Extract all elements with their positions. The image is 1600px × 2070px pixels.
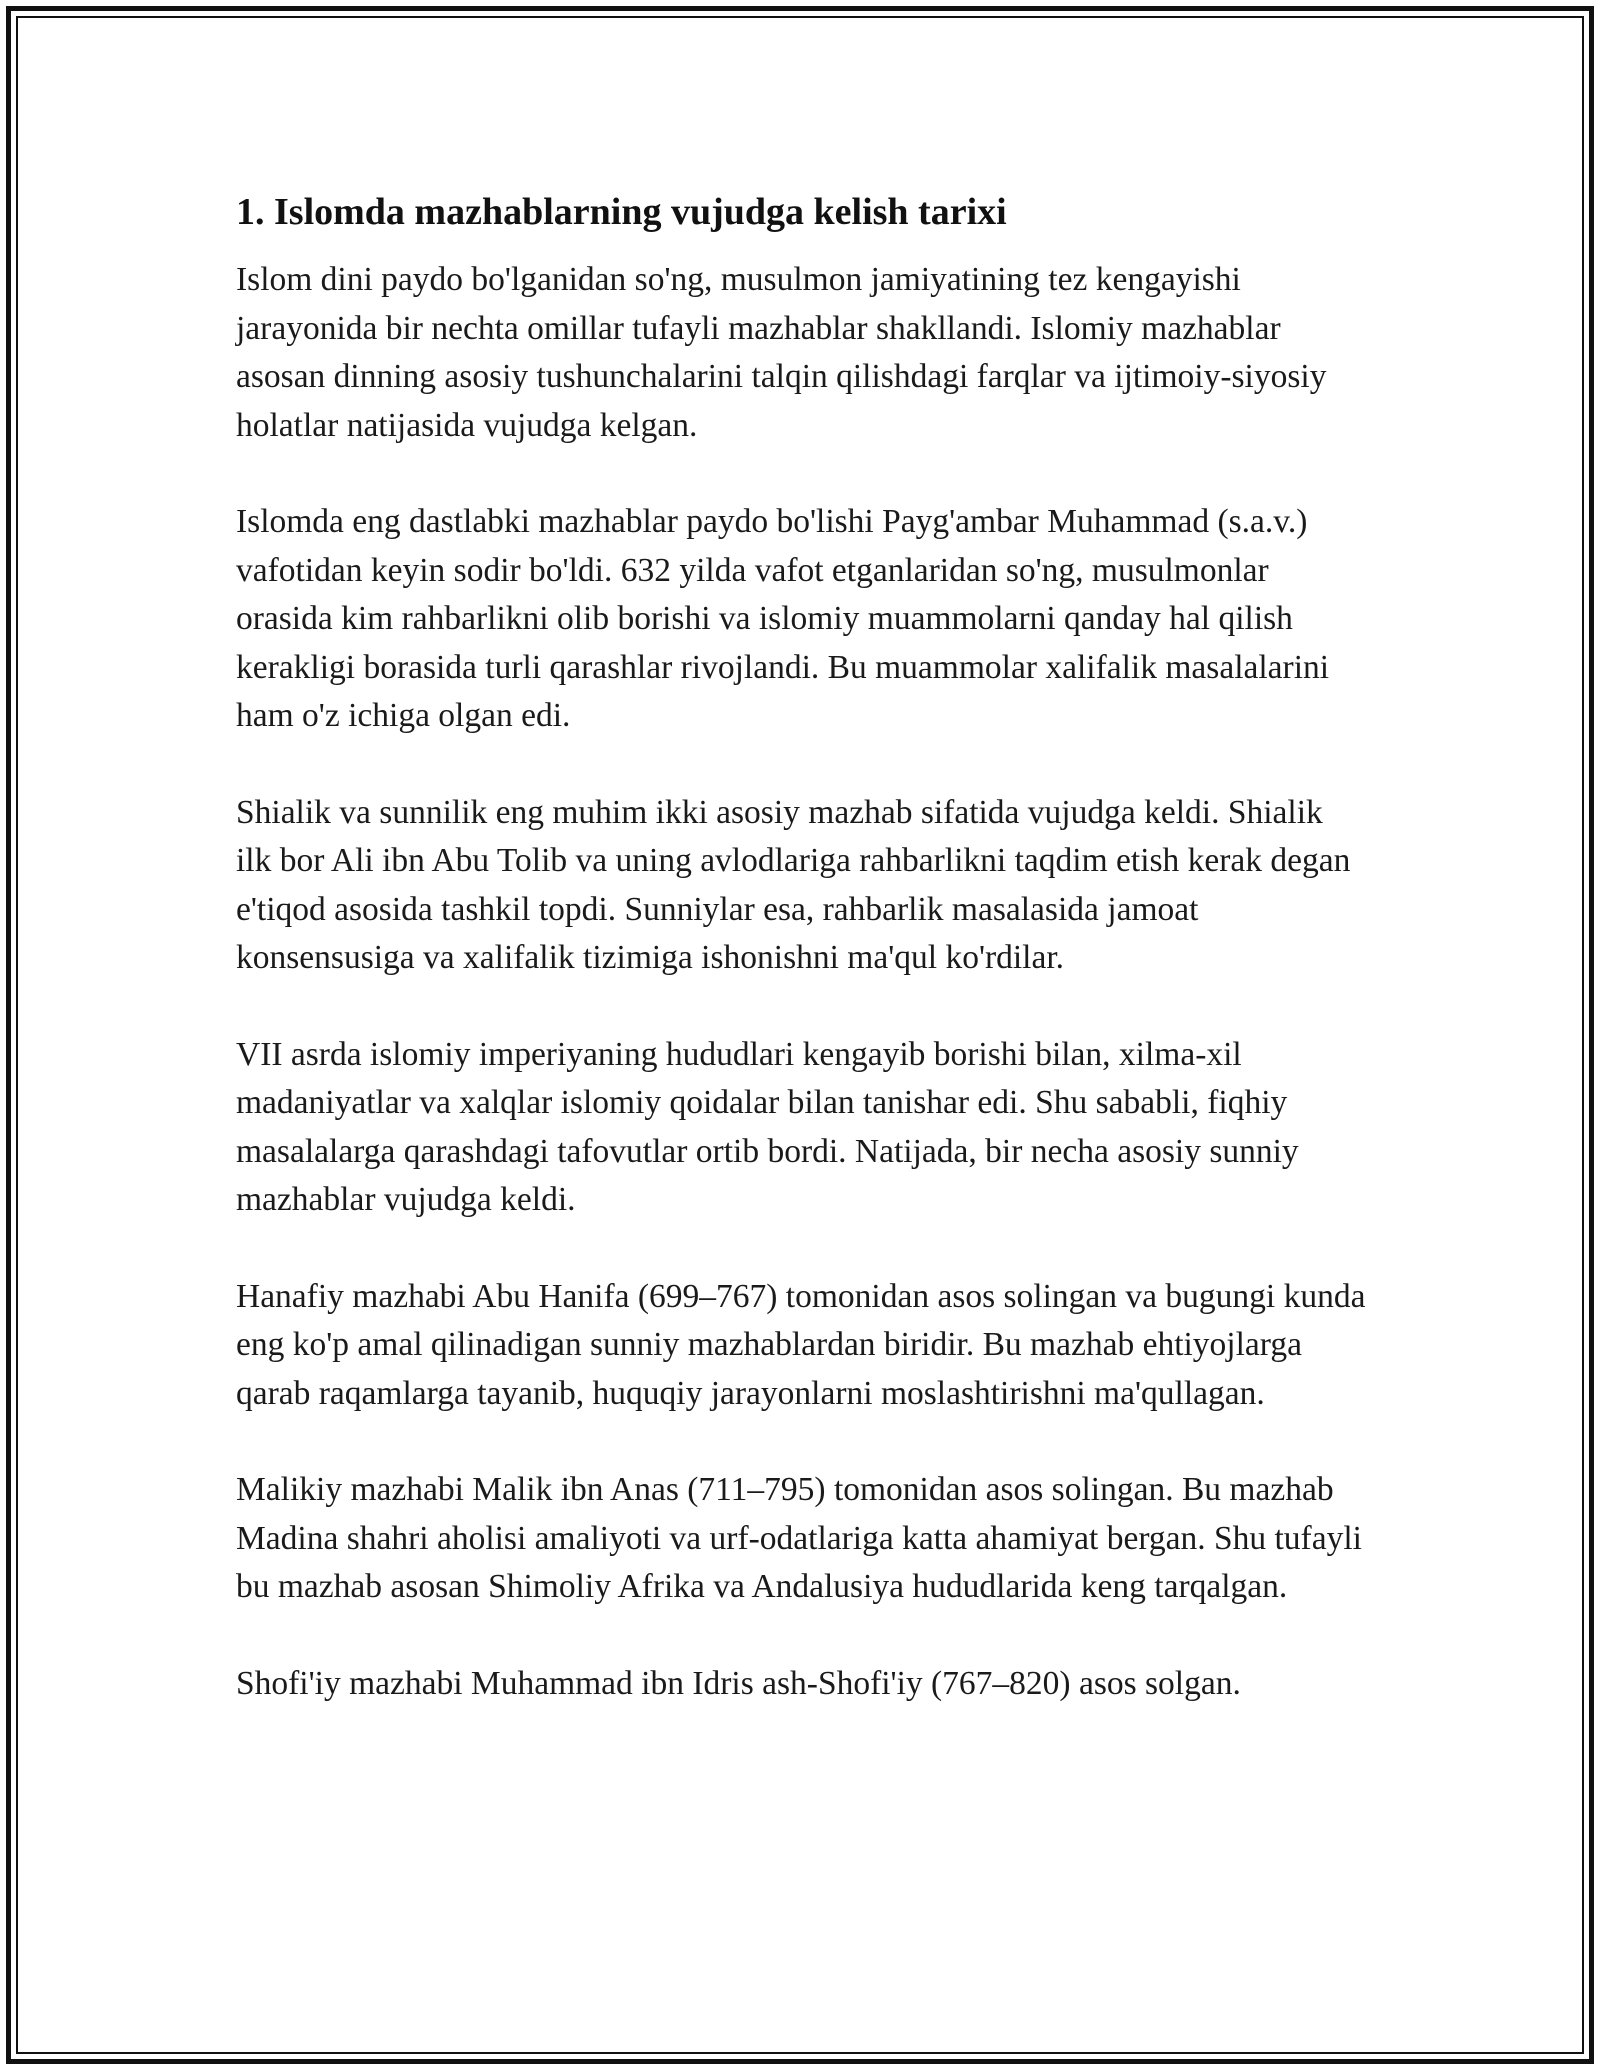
paragraph-1: Islom dini paydo bo'lganidan so'ng, musulmon jamiyatining tez kengayishi jarayonida bir nechta omillar tufayli mazhablar shakllandi. Islomiy mazhablar asosan dinning asosiy tushunchalarini talqin qilishdagi farqlar va ijtimoiy-siyosiy holatlar natijasida vujudga kelgan.: [236, 261, 1327, 444]
paragraph-3: Shialik va sunnilik eng muhim ikki asosiy mazhab sifatida vujudga keldi. Shialik ilk bor Ali ibn Abu Tolib va uning avlodlariga rahbarlikni taqdim etish kerak degan e'tiqod asosida tashkil topdi. Sunniylar esa, rahbarlik masalasida jamoat konsensusiga va xalifalik tizimiga ishonishni ma'qul ko'rdilar.: [236, 793, 1351, 976]
section-title: 1. Islomda mazhablarning vujudga kelish tarixi: [236, 191, 1007, 233]
paragraph-7: Shofi'iy mazhabi Muhammad ibn Idris ash-Shofi'iy (767–820) asos solgan.: [236, 1664, 1241, 1702]
paragraph-5: Hanafiy mazhabi Abu Hanifa (699–767) tomonidan asos solingan va bugungi kunda eng ko'p amal qilinadigan sunniy mazhablardan biridir. Bu mazhab ehtiyojlarga qarab raqamlarga tayanib, huquqiy jarayonlarni moslashtirishni ma'qullagan.: [236, 1277, 1366, 1412]
paragraph-2: Islomda eng dastlabki mazhablar paydo bo'lishi Payg'ambar Muhammad (s.a.v.) vafotidan keyin sodir bo'ldi. 632 yilda vafot etganlaridan so'ng, musulmonlar orasida kim rahbarlikni olib borishi va islomiy muammolarni qanday hal qilish kerakligi borasida turli qarashlar rivojlandi. Bu muammolar xalifalik masalalarini ham o'z ichiga olgan edi.: [236, 503, 1330, 734]
paragraph-4: VII asrda islomiy imperiyaning hududlari kengayib borishi bilan, xilma-xil madaniyatlar va xalqlar islomiy qoidalar bilan tanishar edi. Shu sababli, fiqhiy masalalarga qarashdagi tafovutlar ortib bordi. Natijada, bir necha asosiy sunniy mazhablar vujudga keldi.: [236, 1035, 1299, 1218]
paragraph-6: Malikiy mazhabi Malik ibn Anas (711–795) tomonidan asos solingan. Bu mazhab Madina shahri aholisi amaliyoti va urf-odatlariga katta ahamiyat bergan. Shu tufayli bu mazhab asosan Shimoliy Afrika va Andalusiya hududlarida keng tarqalgan.: [236, 1471, 1362, 1605]
document-body: [236, 186, 1366, 1756]
